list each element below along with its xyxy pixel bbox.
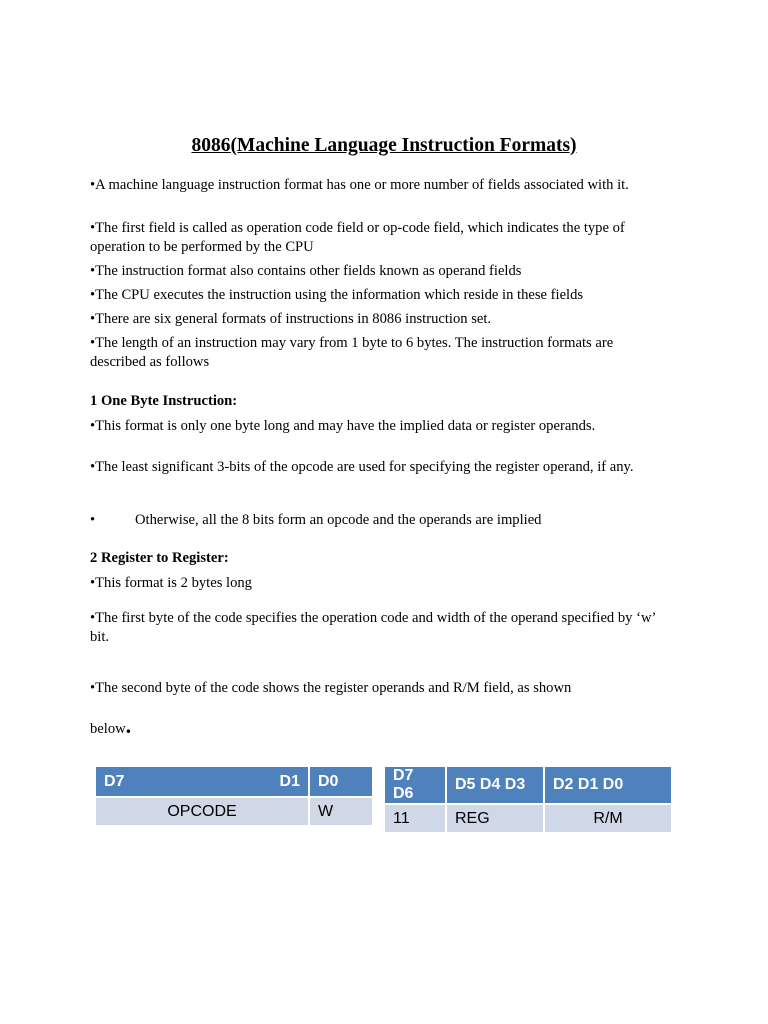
intro-paragraph-6: •The length of an instruction may vary from 1 byte to 6 bytes. The instruction formats are described as follows [90, 335, 614, 370]
opcode-bits-header [96, 767, 308, 796]
intro-paragraph-4: •The CPU executes the instruction using the information which reside in these fields [90, 287, 584, 303]
intro-paragraph-3: •The instruction format also contains other fields known as operand fields [90, 263, 522, 279]
section2-paragraph-4 [90, 713, 670, 739]
intro-paragraph-1: •A machine language instruction format has one or more number of fields associated with it. [90, 177, 629, 193]
cell-rm: R/M [545, 805, 671, 832]
section2-below-text: below [90, 721, 126, 737]
header-d7: D7 [104, 772, 125, 790]
section2-below-period: . [125, 713, 132, 738]
cell-mod-11: 11 [385, 805, 445, 832]
section1-paragraph-3: Otherwise, all the 8 bits form an opcode and the operands are implied [135, 512, 542, 528]
cell-reg: REG [447, 805, 543, 832]
header-d2-d0: D2 D1 D0 [545, 767, 671, 803]
section1-paragraph-1: •This format is only one byte long and may have the implied data or register operands. [90, 418, 596, 434]
section1-bullet-item [90, 511, 670, 530]
header-d0: D0 [310, 767, 372, 796]
cell-opcode: OPCODE [96, 798, 308, 825]
section-heading-one-byte: 1 One Byte Instruction: [90, 393, 238, 409]
section2-paragraph-1: •This format is 2 bytes long [90, 575, 252, 591]
header-d7-d6: D7 D6 [385, 767, 445, 803]
bullet-glyph: • [90, 512, 96, 528]
section2-paragraph-2: •The first byte of the code specifies the operation code and width of the operand specified by ‘w’ bit. [90, 610, 656, 645]
header-d1: D1 [279, 772, 300, 790]
opcode-byte-table [94, 765, 374, 827]
page-title: 8086(Machine Language Instruction Formats) [191, 135, 577, 156]
intro-paragraph-5: •There are six general formats of instructions in 8086 instruction set. [90, 311, 492, 327]
section-heading-register: 2 Register to Register: [90, 550, 229, 566]
section2-paragraph-3: •The second byte of the code shows the register operands and R/M field, as shown [90, 680, 572, 696]
modrm-byte-table [383, 765, 673, 834]
section1-paragraph-2: •The least significant 3-bits of the opcode are used for specifying the register operand, if any. [90, 459, 634, 475]
intro-paragraph-2: •The first field is called as operation code field or op-code field, which indicates the type of operation to be performed by the CPU [90, 220, 625, 255]
header-d5-d3: D5 D4 D3 [447, 767, 543, 803]
cell-w: W [310, 798, 372, 825]
